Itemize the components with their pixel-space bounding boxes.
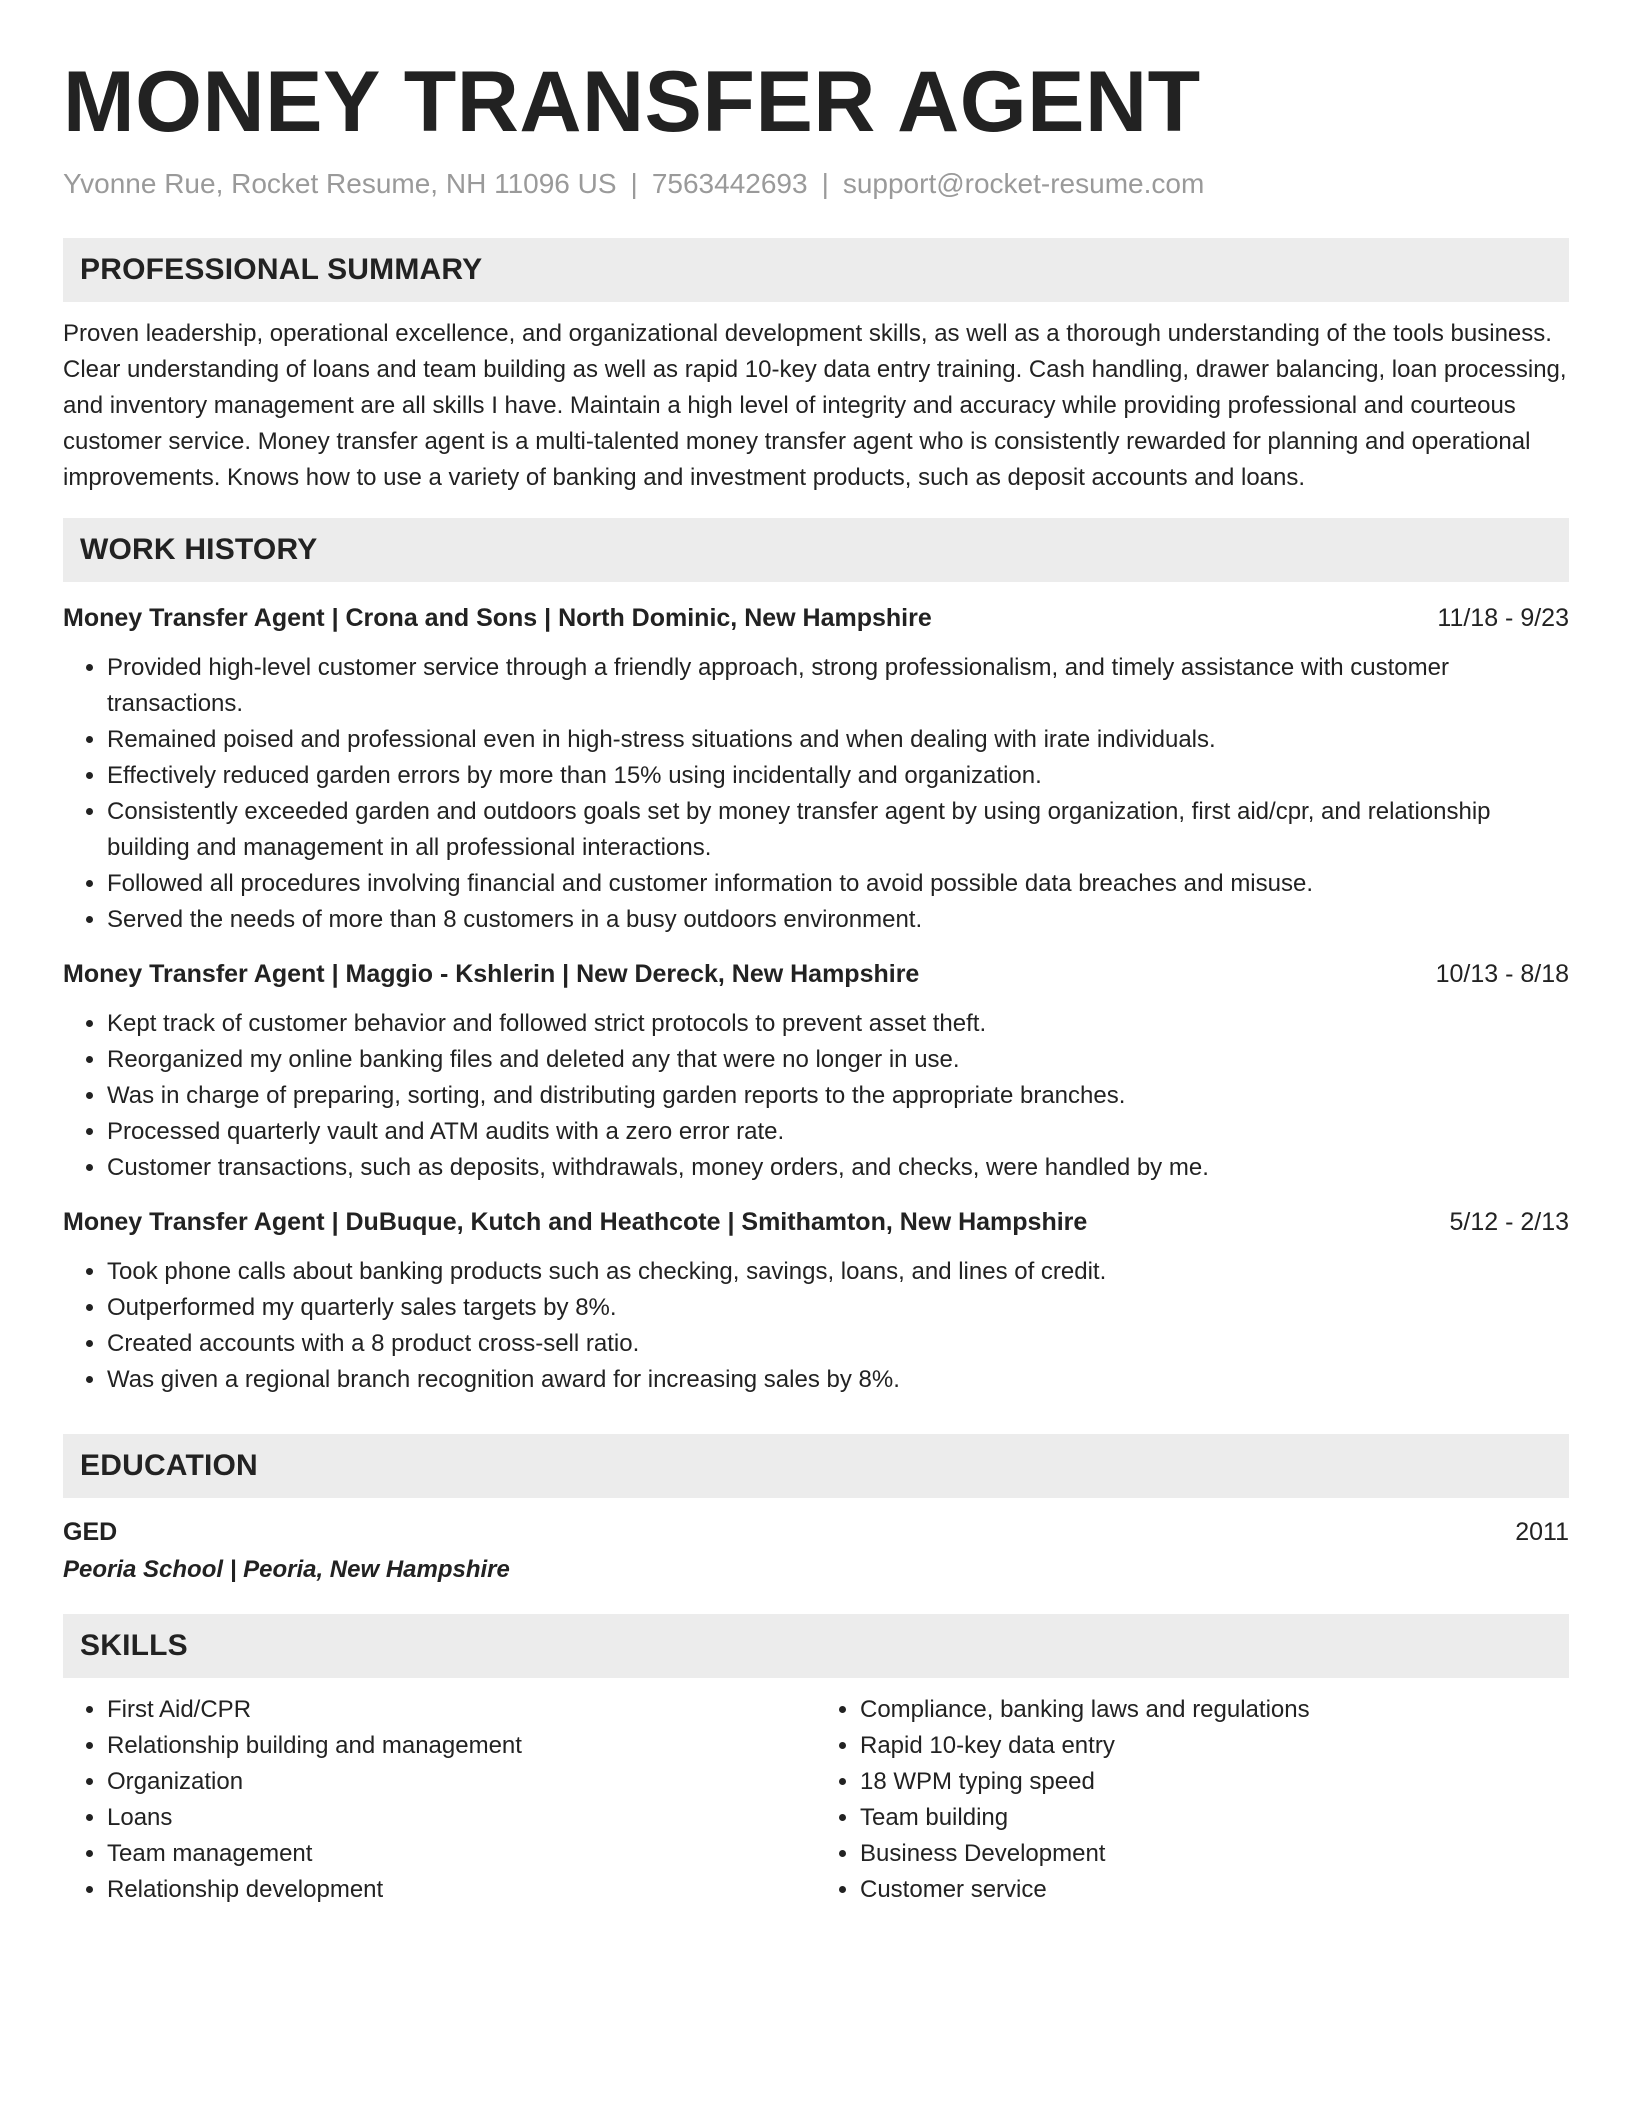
education-year: 2011	[1515, 1518, 1569, 1546]
summary-section	[63, 238, 1569, 496]
contact-separator: |	[821, 168, 829, 199]
job-bullet: • Created accounts with a 8 product cross-sell ratio.	[107, 1326, 1569, 1362]
skill-item: • Relationship building and management	[107, 1728, 816, 1764]
contact-phone: 7563442693	[651, 168, 808, 199]
job-bullets	[63, 650, 1569, 938]
skill-item: • Compliance, banking laws and regulations	[860, 1692, 1569, 1728]
job-bullet: • Effectively reduced garden errors by more than 15% using incidentally and organization.	[107, 758, 1569, 794]
job-bullet: • Served the needs of more than 8 customers in a busy outdoors environment.	[107, 902, 1569, 938]
job-entry	[63, 1204, 1569, 1398]
job-bullet: • Kept track of customer behavior and followed strict protocols to prevent asset theft.	[107, 1006, 1569, 1042]
job-bullet: • Reorganized my online banking files and deleted any that were no longer in use.	[107, 1042, 1569, 1078]
job-title: Money Transfer Agent | DuBuque, Kutch and Heathcote | Smithamton, New Hampshire	[63, 1208, 1088, 1236]
job-dates: 11/18 - 9/23	[1437, 604, 1569, 632]
skills-header: SKILLS	[63, 1614, 1569, 1678]
job-bullet: • Outperformed my quarterly sales targets by 8%.	[107, 1290, 1569, 1326]
education-entry	[63, 1514, 1569, 1590]
job-bullet: • Consistently exceeded garden and outdoors goals set by money transfer agent by using organization, first aid/cpr, and relationship building and management in all professional interactions.	[107, 794, 1569, 866]
summary-text: Proven leadership, operational excellence, and organizational development skills, as well as a thorough understanding of the tools business. Clear understanding of loans and team building as well as rapid 10-key data entry training. Cash handling, drawer balancing, loan processing, and inventory management are all skills I have. Maintain a high level of integrity and accuracy while providing professional and courteous customer service. Money transfer agent is a multi-talented money transfer agent who is consistently rewarded for planning and operational improvements. Knows how to use a variety of banking and investment products, such as deposit accounts and loans.	[63, 320, 1567, 491]
job-title: Money Transfer Agent | Crona and Sons | North Dominic, New Hampshire	[63, 604, 932, 632]
skills-column-left	[63, 1692, 816, 1908]
skill-item: • First Aid/CPR	[107, 1692, 816, 1728]
skill-item: • Business Development	[860, 1836, 1569, 1872]
job-dates: 10/13 - 8/18	[1435, 960, 1569, 988]
contact-email: support@rocket-resume.com	[842, 168, 1205, 199]
job-bullets	[63, 1006, 1569, 1186]
work-history-section	[63, 518, 1569, 1398]
job-bullet: • Took phone calls about banking products such as checking, savings, loans, and lines of credit.	[107, 1254, 1569, 1290]
job-entry	[63, 600, 1569, 938]
skill-item: • Loans	[107, 1800, 816, 1836]
contact-address: Yvonne Rue, Rocket Resume, NH 11096 US	[63, 168, 617, 199]
work-history-header: WORK HISTORY	[63, 518, 1569, 582]
skill-item: • Relationship development	[107, 1872, 816, 1908]
skills-list-right	[816, 1692, 1569, 1908]
skill-item: • Rapid 10-key data entry	[860, 1728, 1569, 1764]
job-bullet: • Processed quarterly vault and ATM audits with a zero error rate.	[107, 1114, 1569, 1150]
job-header	[63, 600, 1569, 636]
jobs-list	[63, 600, 1569, 1398]
skills-columns	[63, 1692, 1569, 1908]
job-bullets	[63, 1254, 1569, 1398]
job-header	[63, 1204, 1569, 1240]
skills-list-left	[63, 1692, 816, 1908]
skills-section	[63, 1614, 1569, 1908]
education-school: Peoria School | Peoria, New Hampshire	[63, 1556, 510, 1583]
skill-item: • Organization	[107, 1764, 816, 1800]
education-header: EDUCATION	[63, 1434, 1569, 1498]
skill-item: • Team building	[860, 1800, 1569, 1836]
job-bullet: • Was in charge of preparing, sorting, and distributing garden reports to the appropriate branches.	[107, 1078, 1569, 1114]
skill-item: • Team management	[107, 1836, 816, 1872]
resume-title: MONEY TRANSFER AGENT	[63, 54, 1201, 150]
skills-column-right	[816, 1692, 1569, 1908]
job-bullet: • Remained poised and professional even in high-stress situations and when dealing with irate individuals.	[107, 722, 1569, 758]
job-title: Money Transfer Agent | Maggio - Kshlerin | New Dereck, New Hampshire	[63, 960, 920, 988]
skill-item: • Customer service	[860, 1872, 1569, 1908]
contact-separator: |	[630, 168, 638, 199]
education-degree: GED	[63, 1518, 118, 1546]
summary-header: PROFESSIONAL SUMMARY	[63, 238, 1569, 302]
education-section	[63, 1434, 1569, 1590]
job-bullet: • Followed all procedures involving financial and customer information to avoid possible data breaches and misuse.	[107, 866, 1569, 902]
contact-line	[63, 166, 1569, 202]
job-bullet: • Provided high-level customer service through a friendly approach, strong professionalism, and timely assistance with customer transactions.	[107, 650, 1569, 722]
job-bullet: • Customer transactions, such as deposits, withdrawals, money orders, and checks, were handled by me.	[107, 1150, 1569, 1186]
job-bullet: • Was given a regional branch recognition award for increasing sales by 8%.	[107, 1362, 1569, 1398]
job-header	[63, 956, 1569, 992]
skill-item: • 18 WPM typing speed	[860, 1764, 1569, 1800]
job-entry	[63, 956, 1569, 1186]
job-dates: 5/12 - 2/13	[1449, 1208, 1569, 1236]
